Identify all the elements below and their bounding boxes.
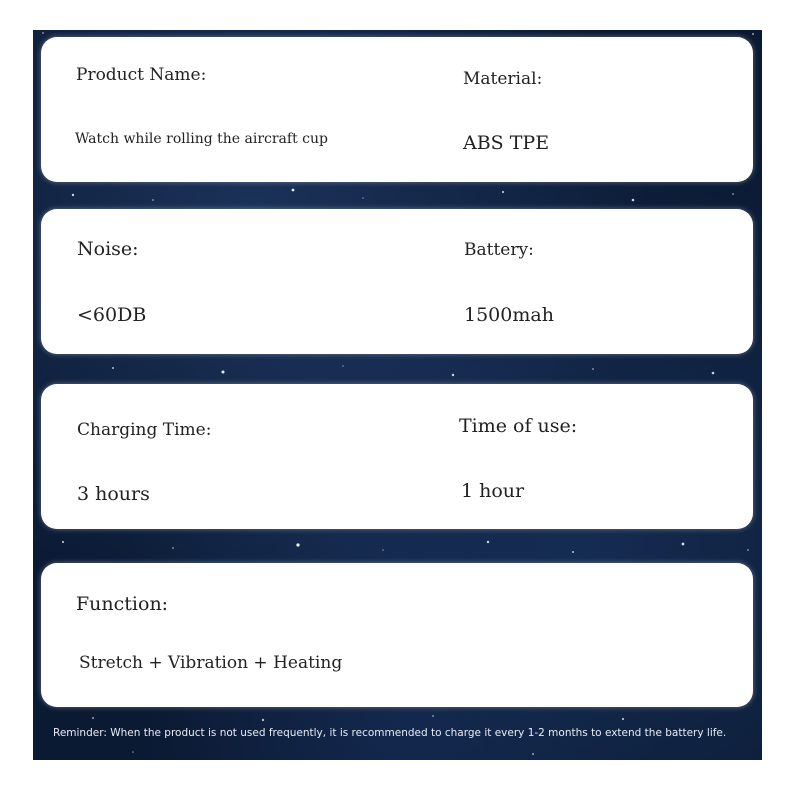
noise-value: <60DB	[77, 304, 147, 326]
material-label: Material:	[463, 69, 543, 89]
starry-background-panel	[33, 30, 762, 760]
reminder-note: Reminder: When the product is not used frequently, it is recommended to charge it every 1-2 months to extend the battery life.	[53, 727, 727, 739]
spec-card-function	[41, 563, 753, 707]
product-name-value: Watch while rolling the aircraft cup	[75, 131, 328, 147]
charging-time-value: 3 hours	[77, 483, 150, 505]
battery-value: 1500mah	[464, 304, 554, 326]
spec-card-product	[41, 37, 753, 182]
spec-card-charging-usage	[41, 384, 753, 529]
spec-card-noise-battery	[41, 209, 753, 354]
material-value: ABS TPE	[463, 132, 550, 154]
time-of-use-value: 1 hour	[461, 480, 525, 502]
charging-time-label: Charging Time:	[77, 420, 212, 440]
function-label: Function:	[76, 593, 169, 615]
noise-label: Noise:	[77, 238, 139, 260]
product-name-label: Product Name:	[76, 65, 207, 85]
time-of-use-label: Time of use:	[459, 415, 578, 437]
function-value: Stretch + Vibration + Heating	[79, 653, 343, 673]
battery-label: Battery:	[464, 240, 534, 260]
